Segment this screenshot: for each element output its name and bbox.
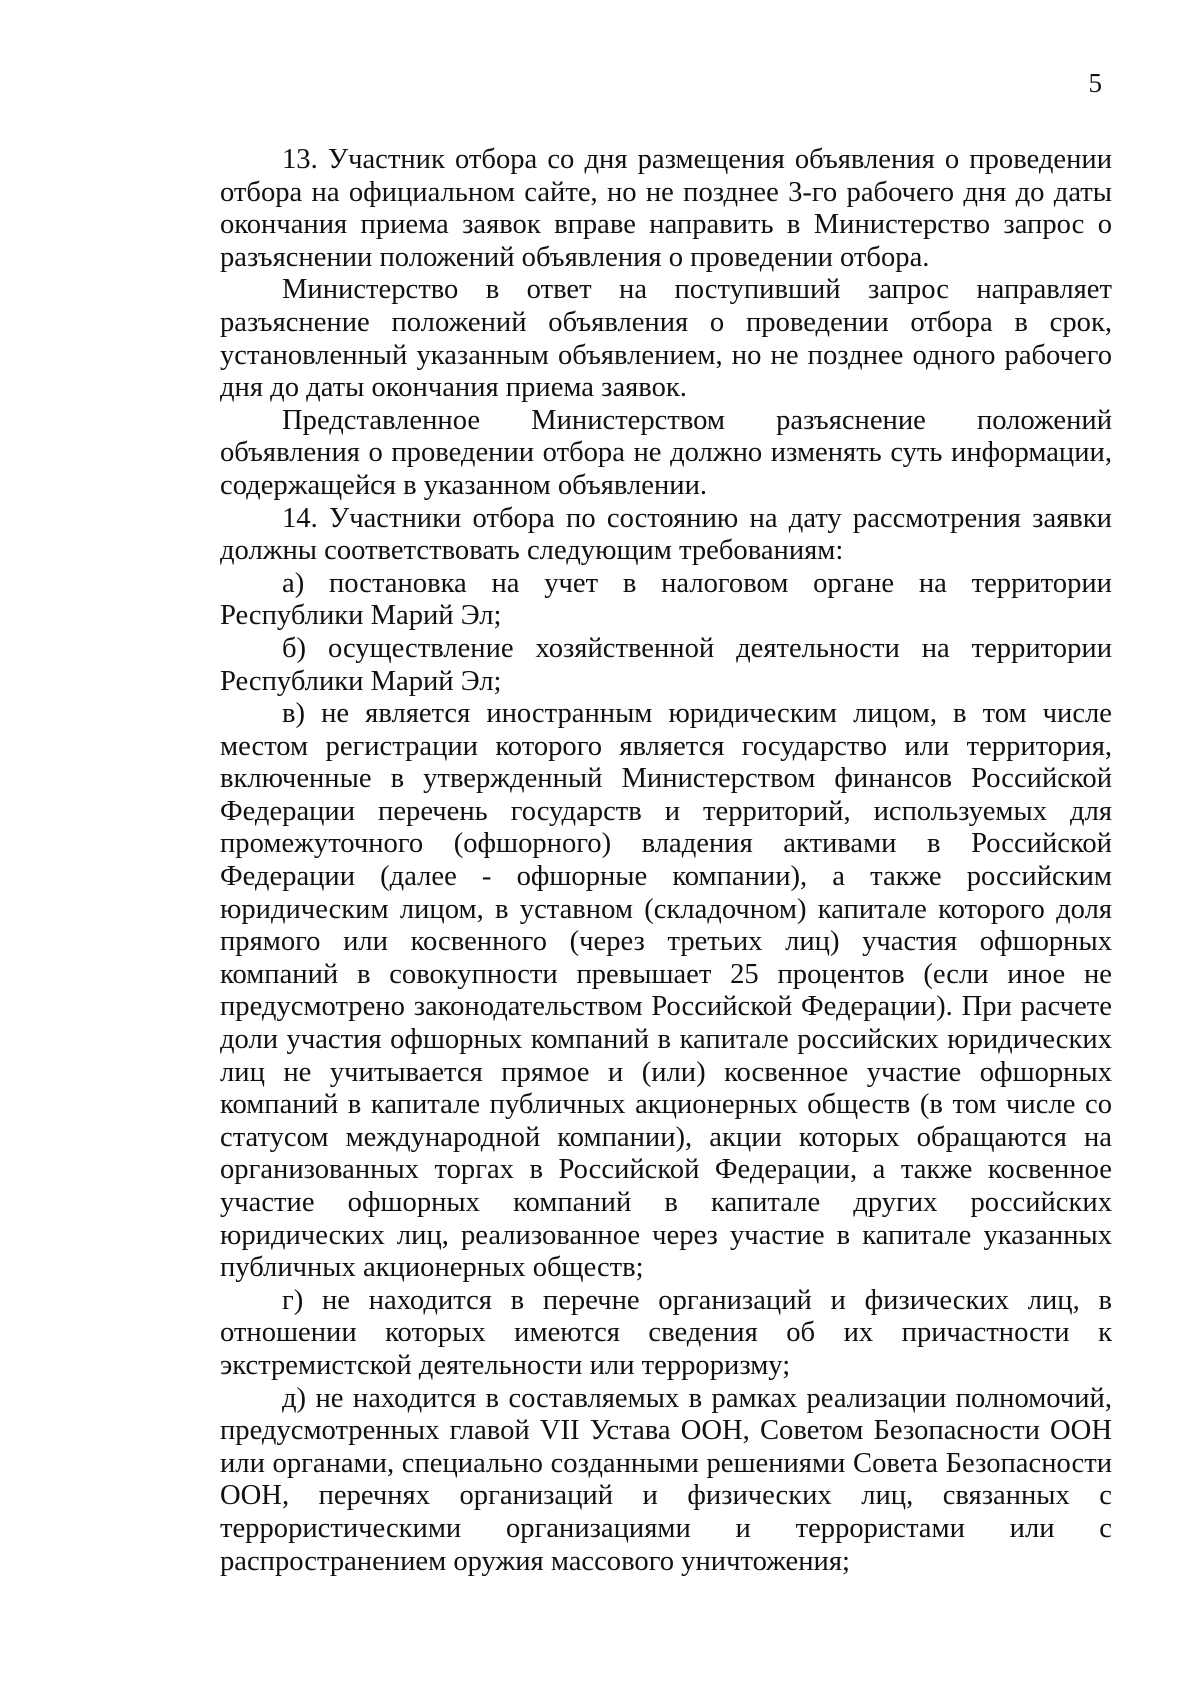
list-item-v: в) не является иностранным юридическим лицом, в том числе местом регистрации которого является государство или территория, включенные в утвержденный Министерством финансов Российской Федерации перечень государств и территорий, используемых для промежуточного (офшорного) владения активами в Российской Федерации (далее - офшорные компании), а также российским юридическим лицом, в уставном (складочном) капитале которого доля прямого или косвенного (через третьих лиц) участия офшорных компаний в совокупности превышает 25 процентов (если иное не предусмотрено законодательством Российской Федерации). При расчете доли участия офшорных компаний в капитале российских юридических лиц не учитывается прямое и (или) косвенное участие офшорных компаний в капитале публичных акционерных обществ (в том числе со статусом международной компании), акции которых обращаются на организованных торгах в Российской Федерации, а также косвенное участие офшорных компаний в капитале других российских юридических лиц, реализованное через участие в капитале указанных публичных акционерных обществ; (220, 698, 1112, 1284)
document-body (220, 144, 1112, 1578)
page-number: 5 (1088, 68, 1102, 98)
list-item-b: б) осуществление хозяйственной деятельности на территории Республики Марий Эл; (220, 632, 1112, 697)
list-item-g: г) не находится в перечне организаций и физических лиц, в отношении которых имеются сведения об их причастности к экстремистской деятельности или терроризму; (220, 1284, 1112, 1381)
paragraph-ministry-response: Министерство в ответ на поступивший запрос направляет разъяснение положений объявления о проведении отбора в срок, установленный указанным объявлением, но не позднее одного рабочего дня до даты окончания приема заявок. (220, 274, 1112, 404)
paragraph-13-request: 13. Участник отбора со дня размещения объявления о проведении отбора на официальном сайте, но не позднее 3-го рабочего дня до даты окончания приема заявок вправе направить в Министерство запрос о разъяснении положений объявления о проведении отбора. (220, 144, 1112, 273)
paragraph-clarification-limit: Представленное Министерством разъяснение положений объявления о проведении отбора не должно изменять суть информации, содержащейся в указанном объявлении. (220, 404, 1112, 501)
paragraph-14-requirements: 14. Участники отбора по состоянию на дату рассмотрения заявки должны соответствовать следующим требованиям: (220, 502, 1112, 567)
list-item-d: д) не находится в составляемых в рамках реализации полномочий, предусмотренных главой VII Устава ООН, Советом Безопасности ООН или органами, специально созданными решениями Совета Безопасности ООН, перечнях организаций и физических лиц, связанных с террористическими организациями и террористами или с распространением оружия массового уничтожения; (220, 1382, 1112, 1577)
list-item-a: а) постановка на учет в налоговом органе на территории Республики Марий Эл; (220, 567, 1112, 632)
